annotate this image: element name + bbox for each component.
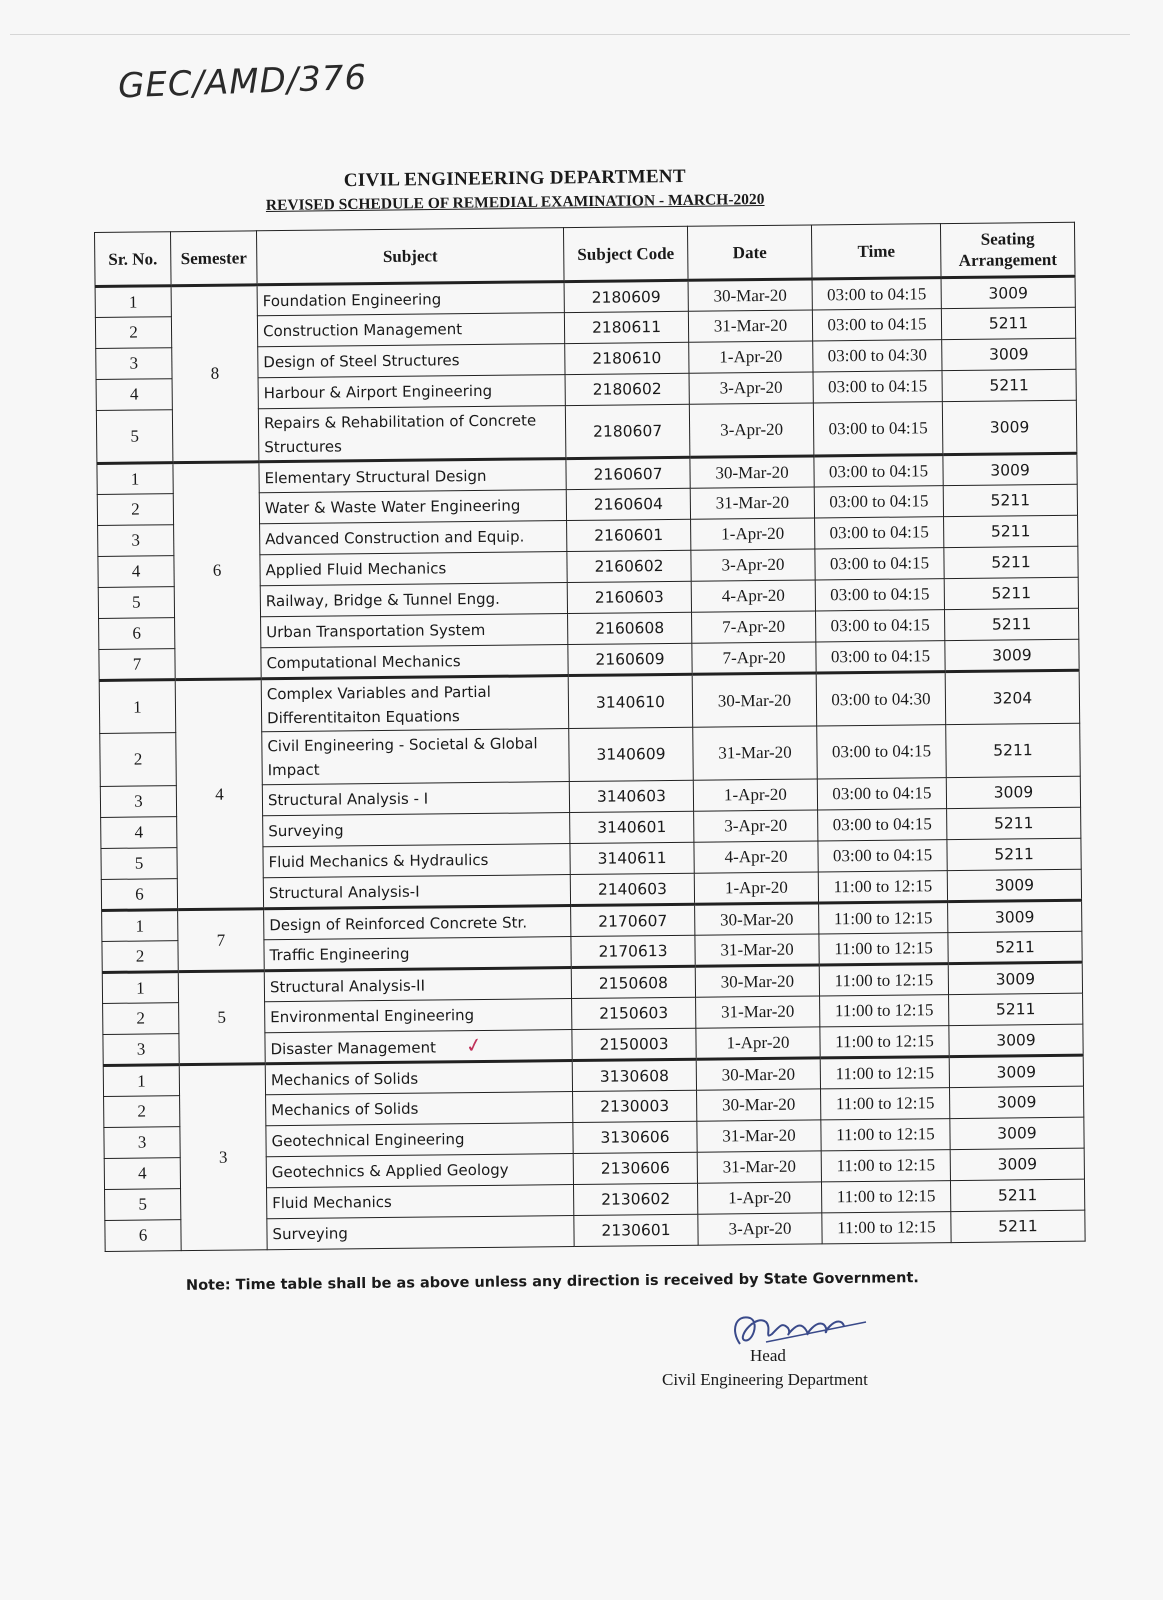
date-cell: 7-Apr-20: [692, 642, 816, 674]
seating-cell: 3009: [948, 962, 1082, 994]
date-cell: 31-Mar-20: [688, 310, 812, 342]
subject-cell: [257, 282, 564, 316]
subject-cell: [260, 521, 567, 555]
subject-name: Structural Analysis-I: [268, 882, 420, 902]
serial-number-cell: 5: [96, 410, 173, 464]
date-cell: 30-Mar-20: [695, 965, 819, 997]
time-cell: 11:00 to 12:15: [818, 871, 947, 903]
time-cell: 03:00 to 04:15: [814, 486, 943, 518]
subject-code-cell: 2160601: [567, 519, 691, 551]
date-cell: 31-Mar-20: [690, 487, 814, 519]
subject-name: Mechanics of Solids: [271, 1099, 419, 1120]
date-cell: 4-Apr-20: [694, 841, 818, 873]
time-cell: 03:00 to 04:15: [817, 725, 947, 779]
semester-cell: 4: [175, 679, 263, 910]
subject-cell: [260, 583, 567, 617]
time-cell: 11:00 to 12:15: [821, 1181, 950, 1213]
subject-code-cell: 2180609: [564, 280, 688, 312]
serial-number-cell: 4: [98, 556, 174, 588]
serial-number-cell: 6: [101, 879, 177, 911]
reference-number: GEC/AMD/376: [117, 57, 368, 107]
subject-code-cell: 2130606: [573, 1152, 697, 1184]
seating-cell: 3009: [942, 338, 1076, 370]
subject-cell: [262, 782, 569, 816]
time-cell: 03:00 to 04:15: [816, 610, 945, 642]
serial-number-cell: 3: [100, 786, 176, 818]
subject-code-cell: 3140610: [568, 674, 693, 728]
date-cell: 30-Mar-20: [696, 1058, 820, 1090]
schedule-body: [95, 276, 1085, 1251]
subject-name: Repairs & Rehabilitation of Concrete Structures: [263, 410, 537, 456]
subject-name: Civil Engineering - Societal & Global Impact: [267, 734, 538, 780]
subject-code-cell: 3140601: [570, 811, 694, 843]
subject-name: Foundation Engineering: [262, 289, 442, 310]
subject-cell: [263, 844, 570, 878]
date-cell: 1-Apr-20: [694, 872, 818, 904]
serial-number-cell: 2: [104, 1096, 180, 1128]
seating-cell: 3009: [942, 400, 1077, 454]
time-cell: 03:00 to 04:15: [818, 840, 947, 872]
date-cell: 30-Mar-20: [690, 456, 814, 488]
subject-name: Design of Steel Structures: [263, 351, 460, 372]
time-cell: 03:00 to 04:15: [818, 809, 947, 841]
date-cell: 4-Apr-20: [691, 580, 815, 612]
subject-name: Applied Fluid Mechanics: [265, 559, 447, 580]
subject-name: Construction Management: [262, 320, 463, 341]
subject-cell: [267, 1216, 574, 1250]
time-cell: 03:00 to 04:15: [815, 517, 944, 549]
subject-cell: [263, 875, 570, 909]
serial-number-cell: 1: [95, 286, 171, 318]
subject-cell: [264, 968, 571, 1002]
schedule-title: REVISED SCHEDULE OF REMEDIAL EXAMINATION - MARCH-2020: [265, 190, 765, 215]
subject-cell: [266, 1092, 573, 1126]
serial-number-cell: 4: [96, 379, 172, 411]
seating-cell: 3009: [950, 1148, 1084, 1180]
seating-cell: 3204: [945, 670, 1080, 724]
subject-name: Fluid Mechanics: [272, 1192, 392, 1213]
seating-cell: 3009: [947, 869, 1081, 901]
subject-name: Geotechnical Engineering: [271, 1130, 465, 1151]
seating-cell: 3009: [949, 1024, 1083, 1056]
time-cell: 03:00 to 04:30: [813, 340, 942, 372]
subject-code-cell: 2160604: [566, 488, 690, 520]
serial-number-cell: 3: [104, 1127, 180, 1159]
subject-name: Advanced Construction and Equip.: [265, 527, 525, 549]
subject-name: Urban Transportation System: [266, 620, 486, 642]
date-cell: 3-Apr-20: [689, 403, 814, 457]
exam-schedule-table: [94, 222, 1086, 1252]
serial-number-cell: 3: [98, 525, 174, 557]
subject-code-cell: 2160608: [568, 612, 692, 644]
subject-name: Elementary Structural Design: [264, 466, 487, 487]
subject-code-cell: 2160603: [567, 581, 691, 613]
seating-cell: 3009: [950, 1086, 1084, 1118]
footer-note: Note: Time table shall be as above unless any direction is received by State Government.: [185, 1270, 919, 1294]
date-cell: 3-Apr-20: [691, 549, 815, 581]
seating-cell: 5211: [945, 608, 1079, 640]
date-cell: 3-Apr-20: [694, 810, 818, 842]
subject-code-cell: 3140609: [569, 727, 694, 781]
seating-cell: 5211: [949, 993, 1083, 1025]
serial-number-cell: 1: [97, 463, 173, 495]
subject-code-cell: 2160607: [566, 457, 690, 489]
date-cell: 31-Mar-20: [697, 1120, 821, 1152]
semester-cell: 8: [171, 285, 259, 463]
subject-code-cell: 2150003: [572, 1028, 696, 1060]
subject-cell: [265, 1061, 572, 1095]
subject-cell: [267, 1185, 574, 1219]
time-cell: 03:00 to 04:15: [816, 641, 945, 673]
check-mark-icon: ✓: [463, 1031, 485, 1058]
seating-cell: 3009: [949, 1055, 1083, 1087]
subject-cell: [259, 459, 566, 493]
subject-cell: [265, 999, 572, 1033]
serial-number-cell: 4: [101, 817, 177, 849]
subject-cell: [266, 1154, 573, 1188]
date-cell: 31-Mar-20: [693, 726, 818, 780]
subject-name: Surveying: [272, 1224, 348, 1244]
subject-cell: [258, 344, 565, 378]
seating-cell: 5211: [946, 723, 1081, 777]
seating-cell: 5211: [941, 307, 1075, 339]
subject-code-cell: 2180610: [565, 342, 689, 374]
seating-cell: 5211: [944, 515, 1078, 547]
date-cell: 30-Mar-20: [692, 673, 817, 727]
subject-code-cell: 3140611: [570, 842, 694, 874]
subject-name: Disaster Management: [270, 1037, 437, 1058]
seating-cell: 5211: [951, 1210, 1085, 1242]
subject-name: Computational Mechanics: [266, 651, 461, 672]
semester-cell: 5: [178, 971, 265, 1065]
time-cell: 11:00 to 12:15: [820, 1026, 949, 1058]
serial-number-cell: 1: [102, 910, 178, 942]
subject-code-cell: 2130602: [574, 1183, 698, 1215]
time-cell: 11:00 to 12:15: [819, 933, 948, 965]
subject-cell: [264, 906, 571, 940]
time-cell: 03:00 to 04:15: [815, 548, 944, 580]
serial-number-cell: 3: [103, 1034, 179, 1066]
time-cell: 11:00 to 12:15: [819, 964, 948, 996]
subject-code-cell: 2170607: [571, 904, 695, 936]
subject-cell: [264, 937, 571, 971]
serial-number-cell: 6: [105, 1220, 181, 1252]
subject-name: Structural Analysis-II: [269, 976, 426, 996]
header-subject: Subject: [256, 228, 564, 285]
head-signature: [726, 1300, 876, 1360]
date-cell: 3-Apr-20: [689, 372, 813, 404]
subject-code-cell: 3130608: [572, 1059, 696, 1091]
date-cell: 30-Mar-20: [695, 903, 819, 935]
subject-cell: [261, 676, 569, 732]
subject-name: Fluid Mechanics & Hydraulics: [268, 850, 489, 872]
subject-code-cell: 2180611: [564, 311, 688, 343]
subject-cell: [258, 375, 565, 409]
serial-number-cell: 1: [102, 972, 178, 1004]
semester-cell: 6: [173, 462, 261, 680]
subject-code-cell: 2180602: [565, 373, 689, 405]
signatory-title: Head: [750, 1346, 786, 1365]
time-cell: 03:00 to 04:30: [816, 672, 946, 726]
time-cell: 03:00 to 04:15: [813, 402, 943, 456]
seating-cell: 5211: [943, 484, 1077, 516]
subject-code-cell: 2130601: [574, 1214, 698, 1246]
seating-cell: 5211: [942, 369, 1076, 401]
seating-cell: 5211: [950, 1179, 1084, 1211]
schedule-table-container: [94, 222, 1086, 1252]
time-cell: 03:00 to 04:15: [812, 278, 941, 310]
seating-cell: 3009: [943, 453, 1077, 485]
seating-cell: 3009: [948, 900, 1082, 932]
time-cell: 03:00 to 04:15: [817, 778, 946, 810]
serial-number-cell: 1: [99, 680, 176, 734]
subject-name: Traffic Engineering: [269, 944, 410, 964]
page-top-rule: [10, 34, 1130, 35]
serial-number-cell: 4: [104, 1158, 180, 1190]
seating-cell: 3009: [941, 276, 1075, 308]
header-semester: Semester: [171, 231, 258, 286]
serial-number-cell: 2: [95, 317, 171, 349]
serial-number-cell: 6: [99, 618, 175, 650]
date-cell: 7-Apr-20: [692, 611, 816, 643]
seating-cell: 5211: [944, 546, 1078, 578]
subject-code-cell: 3130606: [573, 1121, 697, 1153]
signatory-department: Civil Engineering Department: [662, 1370, 868, 1389]
subject-name: Complex Variables and Partial Differentitaiton Equations: [266, 682, 491, 727]
seating-cell: 5211: [947, 838, 1081, 870]
time-cell: 11:00 to 12:15: [821, 1150, 950, 1182]
date-cell: 1-Apr-20: [693, 779, 817, 811]
serial-number-cell: 5: [105, 1189, 181, 1221]
header-sr-no: Sr. No.: [95, 232, 172, 287]
seating-cell: 5211: [947, 807, 1081, 839]
semester-cell: 3: [179, 1064, 267, 1251]
serial-number-cell: 5: [98, 587, 174, 619]
subject-cell: [259, 490, 566, 524]
subject-cell: [261, 614, 568, 648]
seating-cell: 3009: [945, 639, 1079, 671]
subject-name: Environmental Engineering: [270, 1006, 475, 1027]
subject-code-cell: 3140603: [569, 780, 693, 812]
serial-number-cell: 1: [103, 1065, 179, 1097]
subject-name: Mechanics of Solids: [270, 1069, 419, 1089]
time-cell: 03:00 to 04:15: [814, 455, 943, 487]
serial-number-cell: 2: [100, 733, 177, 787]
subject-name: Water & Waste Water Engineering: [264, 496, 521, 518]
header-subject-code: Subject Code: [563, 226, 688, 281]
header-time: Time: [811, 224, 941, 279]
subject-cell: [263, 813, 570, 847]
date-cell: 1-Apr-20: [691, 518, 815, 550]
subject-name: Railway, Bridge & Tunnel Engg.: [265, 589, 500, 611]
date-cell: 30-Mar-20: [688, 279, 812, 311]
date-cell: 30-Mar-20: [697, 1089, 821, 1121]
serial-number-cell: 7: [99, 649, 175, 681]
subject-cell: [260, 552, 567, 586]
subject-cell: [261, 645, 568, 679]
time-cell: 11:00 to 12:15: [820, 995, 949, 1027]
time-cell: 03:00 to 04:15: [813, 371, 942, 403]
subject-code-cell: 2160602: [567, 550, 691, 582]
serial-number-cell: 2: [102, 941, 178, 973]
subject-code-cell: 2170613: [571, 935, 695, 967]
subject-name: Design of Reinforced Concrete Str.: [269, 913, 528, 934]
serial-number-cell: 2: [97, 494, 173, 526]
subject-cell: [262, 729, 570, 785]
time-cell: 11:00 to 12:15: [821, 1088, 950, 1120]
time-cell: 11:00 to 12:15: [820, 1057, 949, 1089]
time-cell: 11:00 to 12:15: [819, 902, 948, 934]
time-cell: 03:00 to 04:15: [815, 579, 944, 611]
date-cell: 1-Apr-20: [689, 341, 813, 373]
seating-cell: 3009: [950, 1117, 1084, 1149]
time-cell: 11:00 to 12:15: [822, 1212, 951, 1244]
subject-cell: [257, 313, 564, 347]
subject-cell: [265, 1030, 572, 1064]
date-cell: 31-Mar-20: [696, 996, 820, 1028]
subject-cell: [266, 1123, 573, 1157]
department-title: CIVIL ENGINEERING DEPARTMENT: [343, 165, 686, 192]
time-cell: 11:00 to 12:15: [821, 1119, 950, 1151]
subject-name: Geotechnics & Applied Geology: [271, 1160, 509, 1182]
subject-code-cell: 2160609: [568, 643, 692, 675]
subject-cell: [258, 406, 566, 462]
date-cell: 1-Apr-20: [697, 1182, 821, 1214]
subject-code-cell: 2130003: [573, 1090, 697, 1122]
seating-cell: 5211: [948, 931, 1082, 963]
header-date: Date: [687, 225, 812, 280]
serial-number-cell: 2: [103, 1003, 179, 1035]
document-heading: [225, 164, 805, 215]
seating-cell: 5211: [944, 577, 1078, 609]
semester-cell: 7: [178, 909, 265, 972]
time-cell: 03:00 to 04:15: [812, 309, 941, 341]
subject-name: Surveying: [268, 821, 344, 841]
subject-name: Structural Analysis - I: [267, 789, 429, 810]
subject-code-cell: 2180607: [565, 404, 690, 458]
date-cell: 1-Apr-20: [696, 1027, 820, 1059]
date-cell: 31-Mar-20: [697, 1151, 821, 1183]
header-seating: Seating Arrangement: [940, 222, 1075, 277]
subject-code-cell: 2140603: [570, 873, 694, 905]
serial-number-cell: 3: [96, 348, 172, 380]
subject-code-cell: 2150603: [572, 997, 696, 1029]
date-cell: 3-Apr-20: [698, 1213, 822, 1245]
subject-name: Harbour & Airport Engineering: [263, 381, 493, 403]
subject-code-cell: 2150608: [571, 966, 695, 998]
seating-cell: 3009: [946, 776, 1080, 808]
date-cell: 31-Mar-20: [695, 934, 819, 966]
serial-number-cell: 5: [101, 848, 177, 880]
